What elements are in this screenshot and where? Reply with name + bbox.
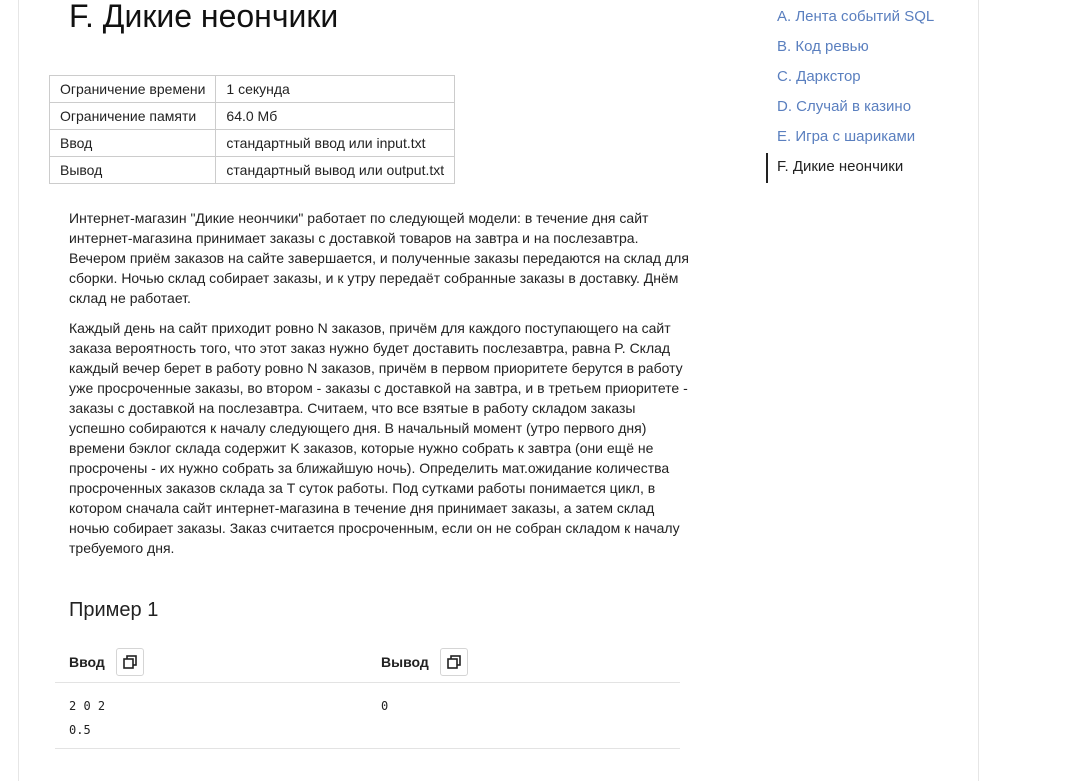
copy-output-button[interactable] xyxy=(440,648,468,676)
copy-input-button[interactable] xyxy=(116,648,144,676)
problem-statement xyxy=(69,208,694,568)
limit-label: Вывод xyxy=(50,157,216,184)
limit-value: 64.0 Мб xyxy=(216,103,455,130)
toc-item-c[interactable]: C. Даркстор xyxy=(777,68,861,85)
example-input-header xyxy=(69,648,144,676)
example-output-text: 0 xyxy=(381,699,389,713)
table-row xyxy=(50,157,455,184)
limit-label: Ограничение времени xyxy=(50,76,216,103)
statement-paragraph: Каждый день на сайт приходит ровно N заказов, причём для каждого поступающего на сайт заказа вероятность того, что этот заказ нужно будет доставить послезавтра, равна P. Склад каждый вечер берет в работу ровно N заказов, причём в первом приоритете берутся в работу уже просроченные заказы, во втором - заказы с доставкой на завтра, и в третьем приоритете - заказы с доставкой на послезавтра. Считаем, что все взятые в работу складом заказы успешно собираются к началу следующего дня. В начальный момент (утро первого дня) времени бэклог склада содержит K заказов, которые нужно собрать к завтра (они ещё не просрочены - их нужно собрать за ближайшую ночь). Определить мат.ожидание количества просроченных заказов склада за T суток работы. Под сутками работы понимается цикл, в котором сначала сайт интернет-магазина в течение дня принимает заказы, а затем склад ночью собирает заказы. Заказ считается просроченным, если он не собран складом к началу требуемого дня. xyxy=(69,320,688,556)
example-title: Пример 1 xyxy=(69,599,159,621)
copy-icon xyxy=(123,655,137,669)
table-row xyxy=(50,76,455,103)
divider xyxy=(55,748,680,749)
copy-icon xyxy=(447,655,461,669)
toc-item-e[interactable]: E. Игра с шариками xyxy=(777,128,916,145)
toc-item-b[interactable]: B. Код ревью xyxy=(777,38,869,55)
table-row xyxy=(50,103,455,130)
statement-paragraph: Интернет-магазин "Дикие неончики" работает по следующей модели: в течение дня сайт интернет-магазина принимает заказы с доставкой товаров на завтра и на послезавтра. Вечером приём заказов на сайте завершается, и полученные заказы передаются на склад для сборки. Ночью склад собирает заказы, и к утру передаёт собранные заказы в доставку. Днём склад не работает. xyxy=(69,210,689,306)
limit-label: Ограничение памяти xyxy=(50,103,216,130)
limit-label: Ввод xyxy=(50,130,216,157)
example-input-text: 2 0 2 0.5 xyxy=(69,699,106,737)
limit-value: стандартный вывод или output.txt xyxy=(216,157,455,184)
divider xyxy=(55,682,680,683)
limit-value: стандартный ввод или input.txt xyxy=(216,130,455,157)
toc-item-a[interactable]: A. Лента событий SQL xyxy=(777,8,935,25)
input-label: Ввод xyxy=(69,654,105,670)
problem-navigation xyxy=(766,3,934,183)
toc-item-d[interactable]: D. Случай в казино xyxy=(777,98,912,115)
table-row xyxy=(50,130,455,157)
example-output-header xyxy=(381,648,468,676)
limits-table xyxy=(49,75,455,184)
output-label: Вывод xyxy=(381,654,429,670)
page-title: F. Дикие неончики xyxy=(69,0,339,34)
limit-value: 1 секунда xyxy=(216,76,455,103)
toc-item-f[interactable]: F. Дикие неончики xyxy=(766,153,934,183)
